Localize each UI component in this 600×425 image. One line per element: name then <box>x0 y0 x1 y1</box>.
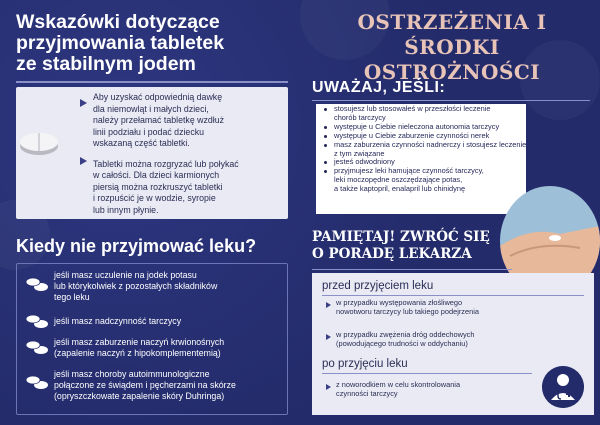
paragraph-line: dla niemowląt i małych dzieci, <box>93 103 209 114</box>
arrow-icon <box>78 95 88 210</box>
careful-underline <box>312 100 590 101</box>
careful-title: UWAŻAJ, JEŚLI: <box>312 79 446 96</box>
remember-title <box>312 229 490 263</box>
item-line: jeśli masz nadczynność tarczycy <box>54 316 182 326</box>
item-line: jeśli masz choroby autoimmunologiczne <box>54 369 210 379</box>
item-line: a także kaptopril, enalapril lub chinidynę <box>334 184 466 194</box>
contraindications-title: Kiedy nie przyjmować leku? <box>16 236 257 256</box>
title-line: przyjmowania tabletek <box>16 32 225 54</box>
title-line: PAMIĘTAJ! ZWRÓĆ SIĘ <box>312 229 490 245</box>
paragraph-line: Tabletki można rozgryzać lub połykać <box>93 158 239 169</box>
item-line: w przypadku zwężenia dróg oddechowych <box>336 330 475 339</box>
item-line: połączone ze świądem i pęcherzami na skórze <box>54 379 236 390</box>
paragraph-line: lub innym płynie. <box>93 204 159 215</box>
before-item <box>336 330 474 349</box>
item-line: czynności tarczycy <box>336 389 398 399</box>
after-title: po przyjęciu leku <box>322 358 408 370</box>
paragraph-line: w całości. Dla dzieci karmionych <box>93 170 220 180</box>
pills-icon <box>23 339 51 355</box>
item-line: jeśli masz zaburzenie naczyń krwionośnych <box>54 337 225 347</box>
paragraph-line: Aby uzyskać odpowiednią dawkę <box>93 92 223 102</box>
careful-item <box>322 167 532 194</box>
item-line: występuje u Ciebie nieleczona autonomia tarczycy <box>334 121 500 131</box>
title-line: ze stabilnym jodem <box>16 53 196 75</box>
contraindications-list <box>16 263 288 415</box>
item-line: w przypadku występowania złośliwego <box>336 298 463 307</box>
item-line: tego leku <box>54 291 90 302</box>
arrow-icon <box>326 334 331 340</box>
paragraph-line: należy przełamać tabletkę wzdłuż <box>93 115 225 125</box>
item-line: leki moczopędne oszczędzające potas, <box>334 175 463 185</box>
careful-item <box>322 105 532 123</box>
title-line: OSTRZEŻENIA I ŚRODKI <box>357 10 547 59</box>
before-title: przed przyjęciem leku <box>322 280 434 292</box>
after-item <box>336 380 460 399</box>
item-line: (opryszczkowate zapalenie skóry Duhringa) <box>54 390 225 401</box>
remember-underline <box>312 269 512 270</box>
paragraph-line: i rozpuścić je w wodzie, syropie <box>93 193 216 203</box>
title-line: Wskazówki dotyczące <box>16 11 220 33</box>
paragraph-line: linii podziału i podać dziecku <box>93 126 205 137</box>
item-line: masz zaburzenia czynności nadnerczy i stosujesz leczenie <box>334 139 527 149</box>
item-line: chorób tarczycy <box>334 112 386 122</box>
item-line: jesteś odwodniony <box>334 157 395 167</box>
item-line: (zapalenie naczyń z hipokomplementemią) <box>54 347 221 358</box>
careful-list <box>322 105 532 194</box>
pills-icon <box>23 276 51 292</box>
after-underline <box>322 373 532 374</box>
tablet-instructions-text <box>93 88 288 225</box>
title-line: O PORADĘ LEKARZA <box>312 246 472 262</box>
instructions-title <box>16 12 284 75</box>
item-line: przyjmujesz leki hamujące czynność tarczycy, <box>334 166 484 176</box>
pills-icon <box>23 374 51 390</box>
doctor-icon <box>542 366 584 408</box>
arrow-icon <box>326 384 331 390</box>
paragraph-line: wskazaną część tabletki. <box>93 138 190 148</box>
paragraph-line: piersią można rozkruszyć tabletki <box>93 181 223 192</box>
title-line: OSTROŻNOŚCI <box>363 60 541 84</box>
warnings-title <box>307 10 597 85</box>
item-line: (powodującego trudności w oddychaniu) <box>336 339 468 349</box>
careful-item <box>322 141 532 159</box>
arrow-icon <box>326 302 331 308</box>
item-line: jeśli masz uczulenie na jodek potasu <box>54 270 197 280</box>
item-line: lub którykolwiek z pozostałych składników <box>54 280 218 291</box>
tablet-icon <box>18 128 60 158</box>
before-underline <box>322 295 584 296</box>
item-line: stosujesz lub stosowałeś w przeszłości leczenie <box>334 104 491 113</box>
before-item <box>336 298 479 317</box>
title-underline <box>16 81 288 83</box>
item-line: z tym związane <box>334 148 385 158</box>
item-line: z noworodkiem w celu skontrolowania <box>336 380 461 389</box>
item-line: występuje u Ciebie zaburzenie czynności nerek <box>334 130 490 140</box>
item-line: nowotworu tarczycy lub takiego podejrzenia <box>336 307 479 317</box>
pills-icon <box>23 313 51 329</box>
